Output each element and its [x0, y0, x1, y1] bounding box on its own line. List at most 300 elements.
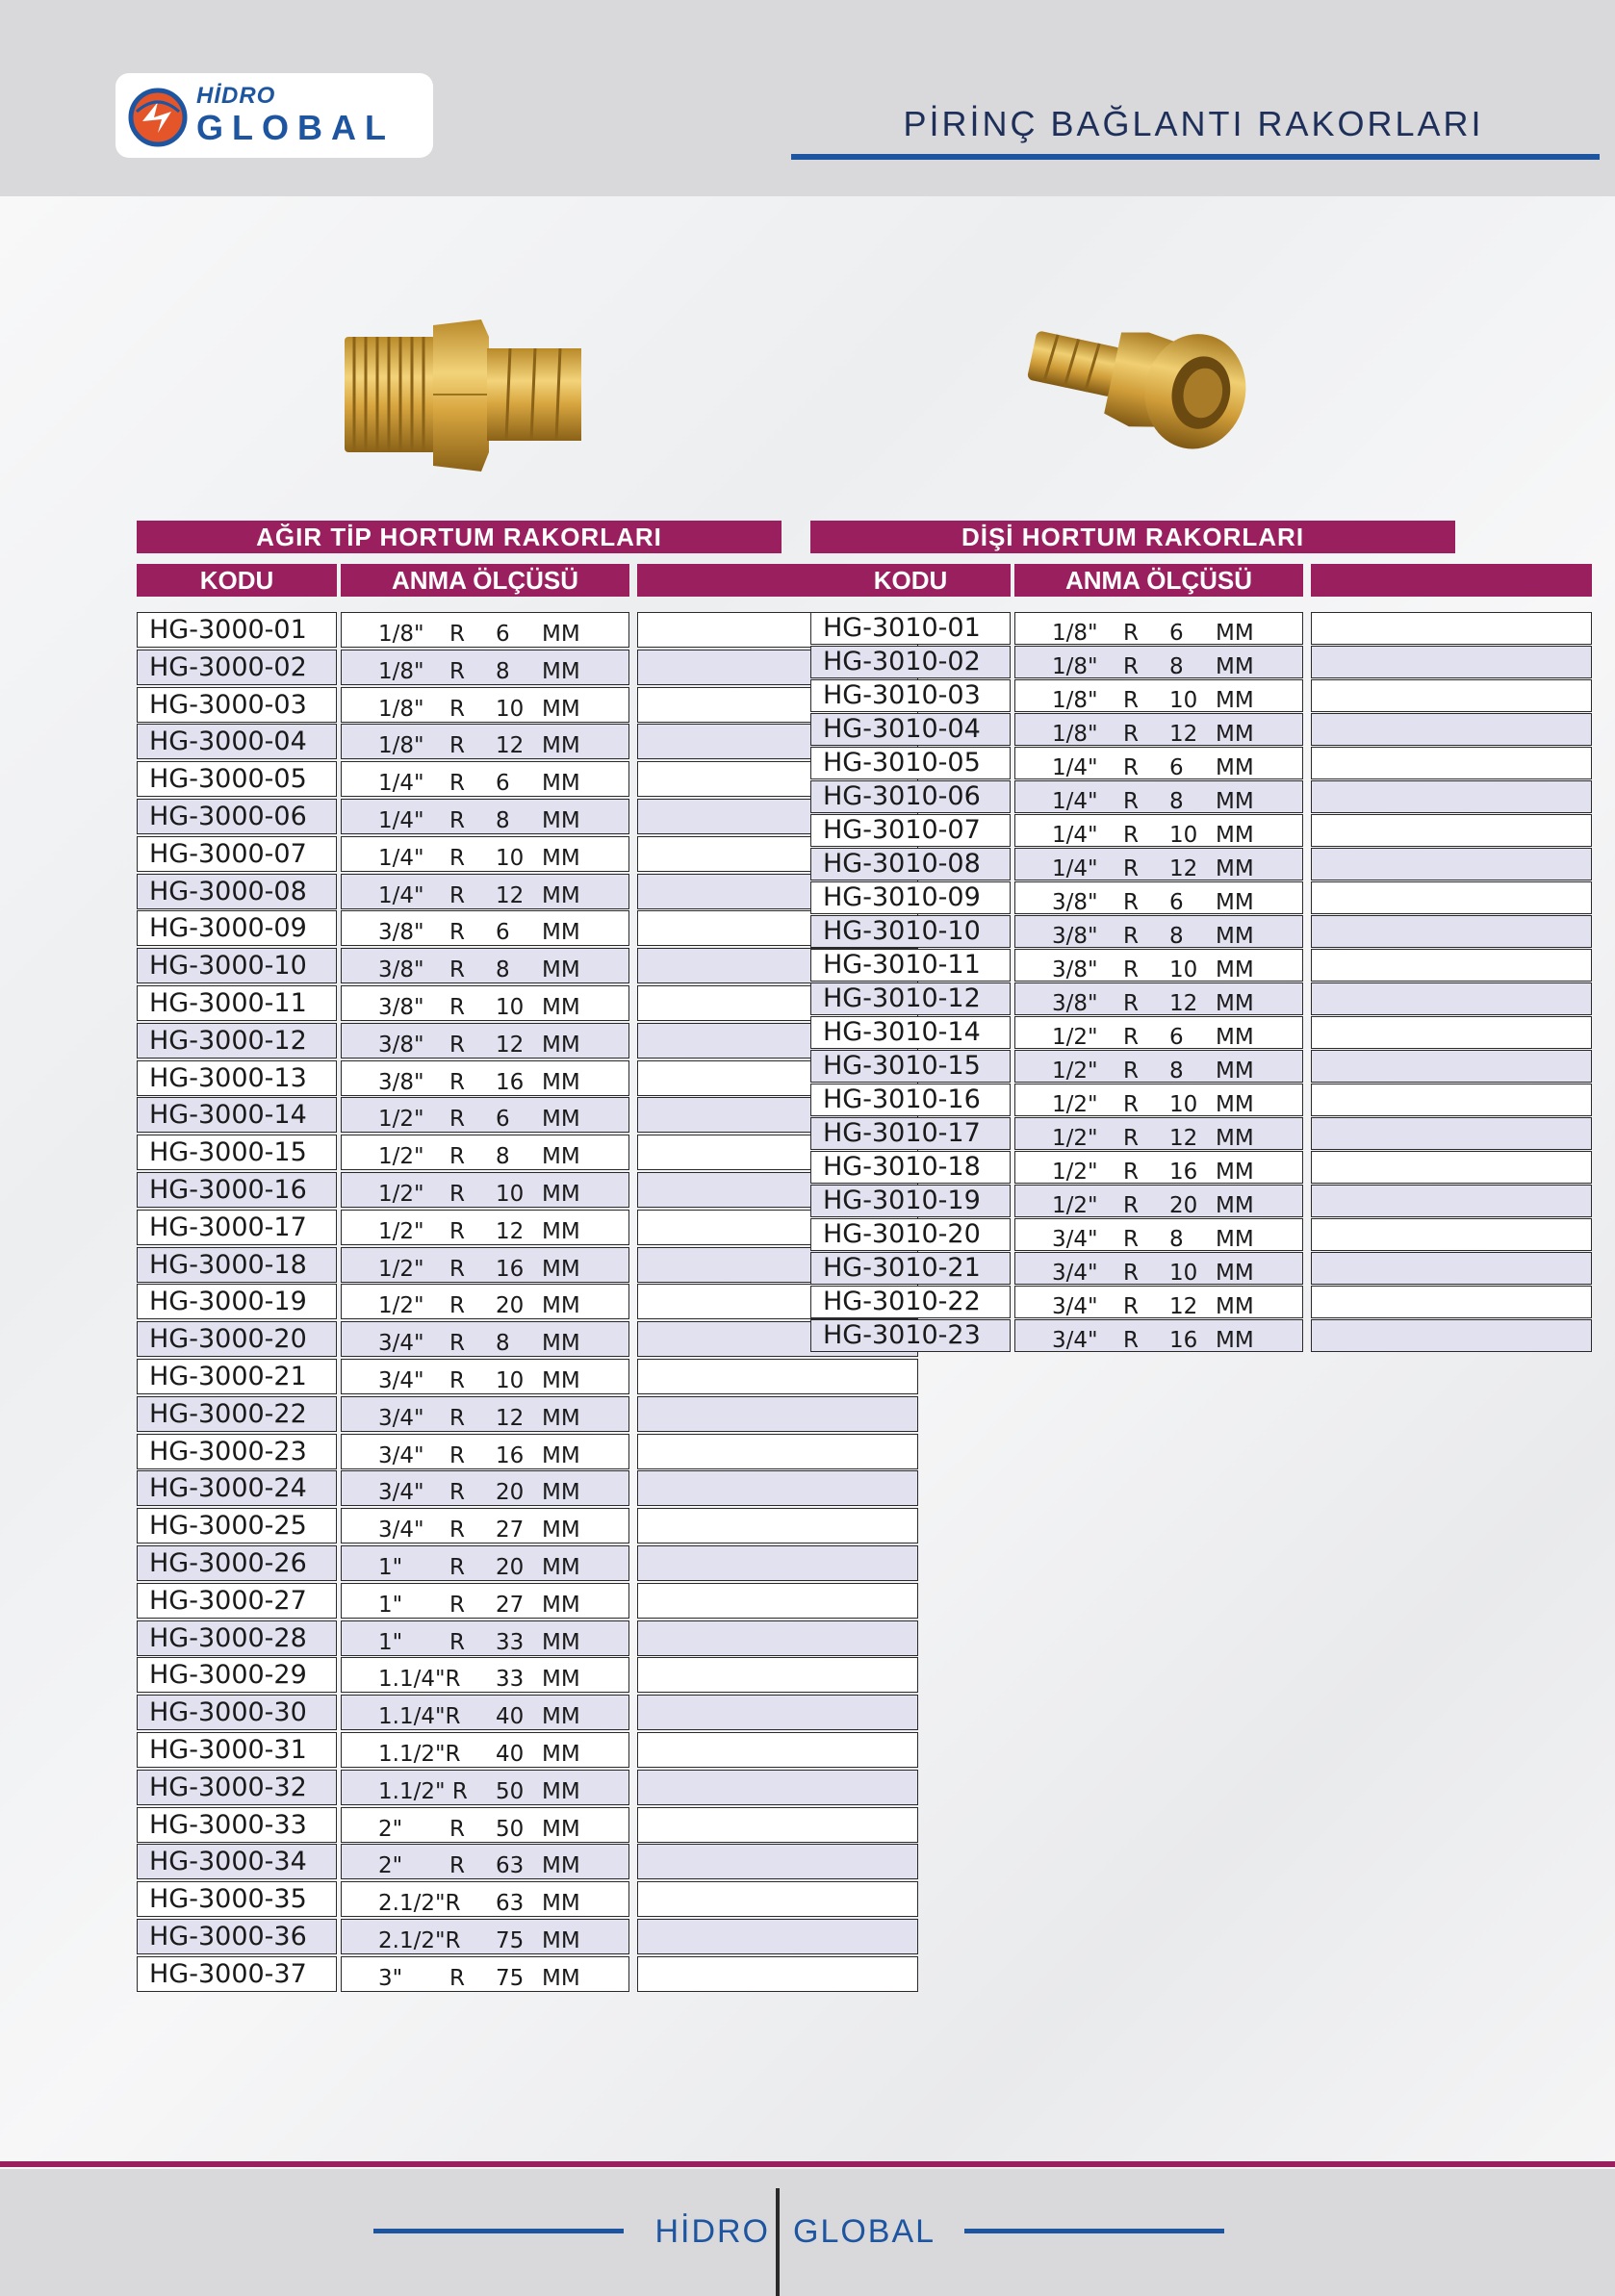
table-row [810, 612, 1455, 645]
table-row [137, 1508, 782, 1543]
size-thread-type: R [449, 1853, 465, 1879]
size-thread-type: R [449, 1293, 465, 1319]
product-code-cell: HG-3000-02 [137, 650, 337, 685]
product-code-cell: HG-3010-05 [810, 747, 1011, 779]
size-hose-diameter: 8 [1169, 924, 1184, 949]
size-thread-type: R [449, 845, 465, 871]
table-row [137, 687, 782, 723]
table-row [137, 650, 782, 685]
size-unit: MM [1216, 1193, 1254, 1218]
size-unit: MM [542, 658, 580, 684]
size-inch: 1/2" [378, 1218, 424, 1244]
product-code-cell: HG-3000-34 [137, 1844, 337, 1879]
nominal-size-cell [1014, 747, 1303, 779]
size-thread-type: R [449, 1442, 465, 1468]
nominal-size-cell [1014, 1050, 1303, 1083]
product-code-cell: HG-3000-19 [137, 1284, 337, 1319]
table-row [137, 1657, 782, 1693]
size-thread-type: R [1123, 1193, 1139, 1218]
empty-cell [1311, 949, 1592, 982]
size-unit: MM [1216, 924, 1254, 949]
product-code-cell: HG-3010-07 [810, 814, 1011, 847]
size-hose-diameter: 10 [1169, 1092, 1198, 1117]
size-unit: MM [542, 1704, 580, 1730]
table-row [137, 724, 782, 759]
product-code-cell: HG-3000-16 [137, 1172, 337, 1208]
size-unit: MM [542, 1816, 580, 1842]
size-inch: 3/8" [378, 995, 424, 1020]
size-inch: 3/4" [378, 1405, 424, 1431]
empty-cell [1311, 679, 1592, 712]
size-unit: MM [542, 1107, 580, 1133]
size-hose-diameter: 20 [496, 1293, 525, 1319]
nominal-size-cell [1014, 1185, 1303, 1217]
size-hose-diameter: 12 [1169, 856, 1198, 881]
footer-accent-line [0, 2161, 1615, 2167]
nominal-size-cell [1014, 646, 1303, 678]
size-hose-diameter: 8 [496, 808, 510, 833]
nominal-size-cell [341, 1097, 629, 1133]
empty-cell [1311, 1016, 1592, 1049]
empty-cell [1311, 1050, 1592, 1083]
size-unit: MM [542, 1218, 580, 1244]
nominal-size-cell [341, 650, 629, 685]
table-title: AĞIR TİP HORTUM RAKORLARI [137, 521, 782, 553]
size-inch: 1/2" [378, 1256, 424, 1282]
nominal-size-cell [1014, 1084, 1303, 1116]
size-inch: 3/4" [1052, 1328, 1098, 1353]
size-inch: 1/2" [378, 1182, 424, 1207]
empty-cell [637, 1545, 918, 1581]
size-hose-diameter: 10 [496, 845, 525, 871]
nominal-size-cell [341, 1359, 629, 1394]
product-code-cell: HG-3010-09 [810, 881, 1011, 914]
page-title: PİRİNÇ BAĞLANTI RAKORLARI [903, 104, 1484, 143]
size-inch: 3/8" [378, 957, 424, 983]
size-hose-diameter: 10 [1169, 688, 1198, 713]
size-inch: 1/4" [378, 845, 424, 871]
table-row [810, 848, 1455, 880]
nominal-size-cell [341, 1060, 629, 1096]
size-hose-diameter: 12 [496, 733, 525, 759]
table-row [810, 713, 1455, 746]
empty-cell [1311, 1117, 1592, 1150]
size-inch: 1" [378, 1592, 403, 1618]
size-unit: MM [542, 1405, 580, 1431]
nominal-size-cell [341, 1247, 629, 1283]
product-code-cell: HG-3000-37 [137, 1956, 337, 1992]
size-inch: 3" [378, 1965, 403, 1991]
size-hose-diameter: 40 [496, 1704, 525, 1730]
size-unit: MM [542, 1629, 580, 1655]
nominal-size-cell [341, 1396, 629, 1432]
nominal-size-cell [1014, 1218, 1303, 1251]
nominal-size-cell [341, 1135, 629, 1170]
table-row [137, 1732, 782, 1768]
empty-cell [637, 1732, 918, 1768]
size-unit: MM [1216, 621, 1254, 646]
size-hose-diameter: 8 [496, 957, 510, 983]
product-code-cell: HG-3000-03 [137, 687, 337, 723]
size-hose-diameter: 6 [496, 1107, 510, 1133]
size-inch: 1/4" [378, 808, 424, 833]
size-inch: 1/2" [378, 1293, 424, 1319]
nominal-size-cell [1014, 1319, 1303, 1352]
size-thread-type: R [449, 920, 465, 946]
size-unit: MM [542, 1891, 580, 1917]
product-code-cell: HG-3000-13 [137, 1060, 337, 1096]
empty-cell [637, 1396, 918, 1432]
column-header-extra [1311, 564, 1592, 597]
size-inch: 1/2" [378, 1107, 424, 1133]
product-code-cell: HG-3000-35 [137, 1881, 337, 1917]
nominal-size-cell [341, 612, 629, 648]
size-unit: MM [1216, 1025, 1254, 1050]
nominal-size-cell [341, 910, 629, 946]
size-inch: 1.1/4"R [378, 1667, 461, 1693]
empty-cell [637, 1359, 918, 1394]
size-thread-type: R [1123, 1059, 1139, 1084]
product-code-cell: HG-3000-22 [137, 1396, 337, 1432]
table-row [137, 1172, 782, 1208]
size-hose-diameter: 12 [496, 882, 525, 908]
empty-cell [1311, 1252, 1592, 1285]
size-inch: 3/8" [378, 1069, 424, 1095]
empty-cell [1311, 1286, 1592, 1318]
size-unit: MM [542, 957, 580, 983]
table-row [810, 1016, 1455, 1049]
size-hose-diameter: 20 [1169, 1193, 1198, 1218]
nominal-size-cell [341, 1657, 629, 1693]
nominal-size-cell [341, 1284, 629, 1319]
size-inch: 3/4" [1052, 1261, 1098, 1286]
nominal-size-cell [341, 836, 629, 872]
table-row [137, 1097, 782, 1133]
size-hose-diameter: 8 [496, 658, 510, 684]
nominal-size-cell [341, 1919, 629, 1954]
size-unit: MM [542, 845, 580, 871]
product-code-cell: HG-3010-04 [810, 713, 1011, 746]
size-inch: 3/8" [1052, 991, 1098, 1016]
size-inch: 1/8" [378, 622, 424, 647]
product-code-cell: HG-3000-28 [137, 1620, 337, 1656]
size-hose-diameter: 16 [496, 1442, 525, 1468]
table-row [810, 780, 1455, 813]
size-unit: MM [1216, 1126, 1254, 1151]
size-thread-type: R [449, 1555, 465, 1580]
size-hose-diameter: 75 [496, 1928, 525, 1953]
size-inch: 2.1/2"R [378, 1928, 461, 1953]
size-thread-type: R [1123, 722, 1139, 747]
size-inch: 1" [378, 1629, 403, 1655]
product-code-cell: HG-3000-21 [137, 1359, 337, 1394]
size-unit: MM [542, 1555, 580, 1580]
footer-line-right [964, 2229, 1224, 2233]
nominal-size-cell [341, 1583, 629, 1619]
empty-cell [637, 1919, 918, 1954]
column-header-size: ANMA ÖLÇÜSÜ [1014, 564, 1303, 597]
size-unit: MM [542, 995, 580, 1020]
size-inch: 1/8" [378, 696, 424, 722]
size-unit: MM [1216, 823, 1254, 848]
table-row [810, 646, 1455, 678]
size-hose-diameter: 8 [496, 1144, 510, 1170]
empty-cell [1311, 1319, 1592, 1352]
size-inch: 3/4" [378, 1480, 424, 1506]
product-code-cell: HG-3010-08 [810, 848, 1011, 880]
table-row [810, 747, 1455, 779]
size-inch: 1/8" [1052, 688, 1098, 713]
empty-cell [1311, 1185, 1592, 1217]
size-inch: 1.1/4"R [378, 1704, 461, 1730]
size-thread-type: R [449, 1107, 465, 1133]
size-thread-type: R [1123, 823, 1139, 848]
column-header-code: KODU [810, 564, 1011, 597]
size-unit: MM [542, 1928, 580, 1953]
size-hose-diameter: 50 [496, 1816, 525, 1842]
brand-logo [115, 73, 433, 158]
size-inch: 3/4" [378, 1331, 424, 1357]
product-code-cell: HG-3000-18 [137, 1247, 337, 1283]
size-unit: MM [1216, 1092, 1254, 1117]
logo-text-bottom: GLOBAL [196, 108, 395, 147]
size-hose-diameter: 16 [1169, 1328, 1198, 1353]
nominal-size-cell [1014, 1016, 1303, 1049]
table-row [810, 1319, 1455, 1352]
table-row [137, 1770, 782, 1805]
size-thread-type: R [1123, 957, 1139, 982]
size-inch: 1/8" [378, 658, 424, 684]
table-row [137, 910, 782, 946]
product-code-cell: HG-3010-03 [810, 679, 1011, 712]
table-row [137, 985, 782, 1021]
size-thread-type: R [449, 1592, 465, 1618]
product-code-cell: HG-3000-33 [137, 1807, 337, 1843]
nominal-size-cell [341, 1470, 629, 1506]
size-thread-type: R [1123, 1261, 1139, 1286]
size-inch: 2" [378, 1853, 403, 1879]
size-hose-diameter: 12 [1169, 991, 1198, 1016]
nominal-size-cell [1014, 848, 1303, 880]
size-hose-diameter: 20 [496, 1555, 525, 1580]
nominal-size-cell [1014, 982, 1303, 1015]
table-row [137, 1583, 782, 1619]
size-thread-type: R [449, 1480, 465, 1506]
size-unit: MM [1216, 856, 1254, 881]
product-code-cell: HG-3000-23 [137, 1434, 337, 1469]
product-code-cell: HG-3010-02 [810, 646, 1011, 678]
table-row [137, 1620, 782, 1656]
nominal-size-cell [341, 874, 629, 909]
table-row [810, 915, 1455, 948]
product-code-cell: HG-3010-21 [810, 1252, 1011, 1285]
size-inch: 1/8" [1052, 621, 1098, 646]
size-thread-type: R [449, 658, 465, 684]
size-unit: MM [542, 1182, 580, 1207]
nominal-size-cell [1014, 780, 1303, 813]
size-unit: MM [542, 1667, 580, 1693]
size-hose-diameter: 10 [1169, 957, 1198, 982]
product-code-cell: HG-3000-31 [137, 1732, 337, 1768]
size-hose-diameter: 8 [496, 1331, 510, 1357]
table-row [810, 949, 1455, 982]
nominal-size-cell [341, 1210, 629, 1245]
table-row [137, 1695, 782, 1730]
table-row [137, 1881, 782, 1917]
size-inch: 1/8" [378, 733, 424, 759]
product-image-male-hose-barb [337, 308, 587, 485]
product-code-cell: HG-3000-20 [137, 1321, 337, 1357]
size-unit: MM [542, 1480, 580, 1506]
size-hose-diameter: 27 [496, 1518, 525, 1543]
size-thread-type: R [449, 771, 465, 797]
size-hose-diameter: 8 [1169, 1227, 1184, 1252]
product-code-cell: HG-3000-24 [137, 1470, 337, 1506]
table-row [137, 874, 782, 909]
size-thread-type: R [1123, 1092, 1139, 1117]
table-row [810, 1117, 1455, 1150]
size-hose-diameter: 6 [496, 920, 510, 946]
product-code-cell: HG-3000-12 [137, 1023, 337, 1059]
size-hose-diameter: 16 [496, 1069, 525, 1095]
size-thread-type: R [1123, 1025, 1139, 1050]
table-row [137, 1210, 782, 1245]
footer-line-left [373, 2229, 624, 2233]
product-image-female-hose-barb [1020, 308, 1251, 485]
size-hose-diameter: 6 [1169, 755, 1184, 780]
size-unit: MM [1216, 722, 1254, 747]
nominal-size-cell [341, 799, 629, 834]
size-unit: MM [542, 1293, 580, 1319]
table-title: DİŞİ HORTUM RAKORLARI [810, 521, 1455, 553]
size-unit: MM [542, 733, 580, 759]
empty-cell [637, 1508, 918, 1543]
size-thread-type: R [1123, 1328, 1139, 1353]
footer-brand-left: HİDRO [654, 2213, 770, 2250]
size-unit: MM [1216, 991, 1254, 1016]
empty-cell [637, 1844, 918, 1879]
product-code-cell: HG-3010-15 [810, 1050, 1011, 1083]
size-inch: 1/4" [1052, 789, 1098, 814]
size-thread-type: R [449, 1965, 465, 1991]
size-inch: 3/8" [378, 1032, 424, 1058]
size-hose-diameter: 12 [1169, 722, 1198, 747]
size-hose-diameter: 6 [496, 622, 510, 647]
size-hose-diameter: 10 [1169, 1261, 1198, 1286]
size-thread-type: R [449, 696, 465, 722]
size-thread-type: R [449, 1144, 465, 1170]
size-inch: 3/8" [1052, 924, 1098, 949]
product-code-cell: HG-3000-01 [137, 612, 337, 648]
product-code-cell: HG-3000-08 [137, 874, 337, 909]
empty-cell [1311, 848, 1592, 880]
size-unit: MM [542, 808, 580, 833]
size-thread-type: R [1123, 991, 1139, 1016]
size-unit: MM [542, 696, 580, 722]
nominal-size-cell [1014, 1151, 1303, 1184]
table-row [137, 1470, 782, 1506]
table-row [810, 982, 1455, 1015]
size-inch: 2" [378, 1816, 403, 1842]
nominal-size-cell [341, 1956, 629, 1992]
size-unit: MM [1216, 789, 1254, 814]
product-code-cell: HG-3000-10 [137, 948, 337, 983]
size-inch: 3/8" [378, 920, 424, 946]
size-inch: 1/4" [378, 882, 424, 908]
size-unit: MM [542, 1965, 580, 1991]
size-thread-type: R [1123, 1160, 1139, 1185]
nominal-size-cell [341, 761, 629, 797]
size-thread-type: R [449, 1069, 465, 1095]
size-thread-type: R [449, 1629, 465, 1655]
table-row [137, 799, 782, 834]
size-unit: MM [542, 1368, 580, 1393]
empty-cell [637, 1956, 918, 1992]
size-unit: MM [542, 1144, 580, 1170]
table-row [137, 1956, 782, 1992]
size-unit: MM [542, 1742, 580, 1767]
size-thread-type: R [1123, 621, 1139, 646]
product-code-cell: HG-3010-10 [810, 915, 1011, 948]
column-header-code: KODU [137, 564, 337, 597]
nominal-size-cell [341, 1321, 629, 1357]
size-inch: 3/8" [1052, 890, 1098, 915]
size-hose-diameter: 6 [1169, 621, 1184, 646]
nominal-size-cell [341, 1844, 629, 1879]
empty-cell [637, 1470, 918, 1506]
size-hose-diameter: 6 [1169, 1025, 1184, 1050]
size-unit: MM [542, 1778, 580, 1804]
size-thread-type: R [449, 733, 465, 759]
size-unit: MM [1216, 1059, 1254, 1084]
size-thread-type: R [449, 1182, 465, 1207]
size-thread-type: R [1123, 1126, 1139, 1151]
size-hose-diameter: 63 [496, 1891, 525, 1917]
size-inch: 1/4" [378, 771, 424, 797]
size-hose-diameter: 12 [1169, 1126, 1198, 1151]
table-row [137, 836, 782, 872]
size-inch: 3/4" [378, 1442, 424, 1468]
size-hose-diameter: 12 [496, 1032, 525, 1058]
empty-cell [637, 1620, 918, 1656]
empty-cell [1311, 881, 1592, 914]
nominal-size-cell [341, 1807, 629, 1843]
footer-separator [776, 2188, 780, 2296]
product-code-cell: HG-3000-09 [137, 910, 337, 946]
size-hose-diameter: 33 [496, 1629, 525, 1655]
size-inch: 1.1/2" R [378, 1778, 468, 1804]
size-thread-type: R [449, 1405, 465, 1431]
size-hose-diameter: 20 [496, 1480, 525, 1506]
size-unit: MM [542, 882, 580, 908]
nominal-size-cell [341, 724, 629, 759]
size-thread-type: R [449, 995, 465, 1020]
table-row [137, 1545, 782, 1581]
empty-cell [637, 1770, 918, 1805]
size-thread-type: R [1123, 755, 1139, 780]
size-thread-type: R [1123, 856, 1139, 881]
size-hose-diameter: 10 [496, 696, 525, 722]
nominal-size-cell [341, 1881, 629, 1917]
empty-cell [1311, 814, 1592, 847]
product-code-cell: HG-3000-17 [137, 1210, 337, 1245]
nominal-size-cell [341, 1620, 629, 1656]
product-code-cell: HG-3010-20 [810, 1218, 1011, 1251]
size-hose-diameter: 8 [1169, 654, 1184, 679]
product-code-cell: HG-3000-27 [137, 1583, 337, 1619]
brass-fitting-female-icon [1020, 308, 1251, 481]
size-thread-type: R [1123, 789, 1139, 814]
